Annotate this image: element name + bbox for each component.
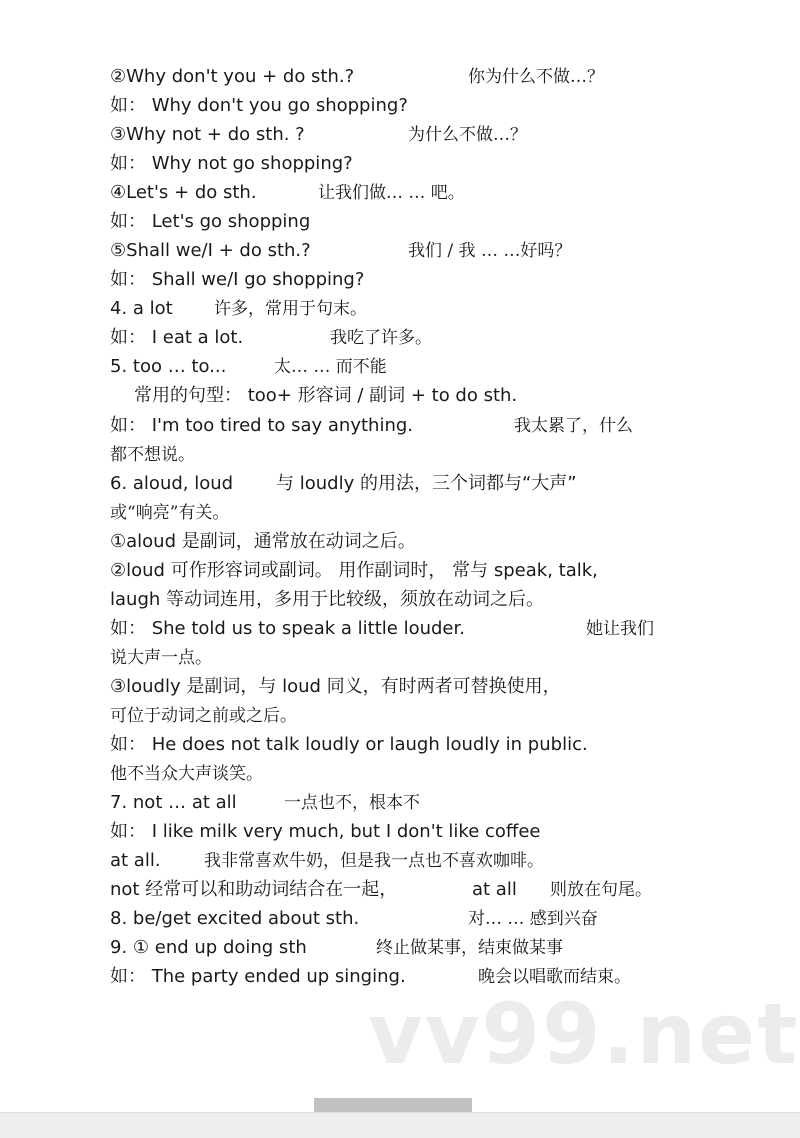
line-31-en: 9. ① end up doing sth xyxy=(110,937,307,958)
line-9-cn: 许多，常用于句末。 xyxy=(214,299,367,319)
line-5-cn: 让我们做… … 吧。 xyxy=(318,183,465,203)
line-30-cn: 对… … 感到兴奋 xyxy=(468,909,598,929)
line-20-en: 如： She told us to speak a little louder. xyxy=(110,618,465,639)
line-30-en: 8. be/get excited about sth. xyxy=(110,908,360,929)
line-3-cn: 为什么不做…？ xyxy=(408,125,527,145)
line-5-en: ④Let's + do sth. xyxy=(110,182,257,203)
line-31-cn: 终止做某事，结束做某事 xyxy=(376,938,563,958)
line-13-cn: 我太累了，什么 xyxy=(514,416,633,436)
line-25-cn: 他不当众大声谈笑。 xyxy=(110,764,263,784)
line-15-en: 6. aloud, loud xyxy=(110,473,234,494)
line-2-en: 如： Why don't you go shopping? xyxy=(110,95,408,116)
line-29-b: at all xyxy=(472,879,517,900)
line-24-en: 如： He does not talk loudly or laugh loudly in public. xyxy=(110,734,588,755)
line-32-en: 如： The party ended up singing. xyxy=(110,966,406,987)
line-11-cn: 太… … 而不能 xyxy=(274,357,387,377)
horizontal-scrollbar-thumb[interactable] xyxy=(314,1098,472,1112)
line-6-en: 如： Let's go shopping xyxy=(110,211,311,232)
line-19-text: laugh 等动词连用，多用于比较级，须放在动词之后。 xyxy=(110,589,544,610)
line-23-cn: 可位于动词之前或之后。 xyxy=(110,706,297,726)
line-29-c: 则放在句尾。 xyxy=(550,880,652,900)
line-10-en: 如： I eat a lot. xyxy=(110,327,244,348)
line-11-en: 5. too … to... xyxy=(110,356,227,377)
line-12-text: 常用的句型： too+ 形容词 / 副词 + to do sth. xyxy=(134,385,518,406)
line-16-cn: 或“响亮”有关。 xyxy=(110,503,230,523)
line-29-a: not 经常可以和助动词结合在一起， xyxy=(110,879,398,900)
line-28-en: at all. xyxy=(110,850,161,871)
watermark-logo: vv99.net xyxy=(368,985,800,1083)
line-20-cn: 她让我们 xyxy=(586,619,654,639)
line-21-cn: 说大声一点。 xyxy=(110,648,212,668)
line-22-text: ③loudly 是副词，与 loud 同义，有时两者可替换使用， xyxy=(110,676,561,697)
line-26-en: 7. not … at all xyxy=(110,792,237,813)
line-9-en: 4. a lot xyxy=(110,298,173,319)
line-27-en: 如： I like milk very much, but I don't like coffee xyxy=(110,821,541,842)
line-8-en: 如： Shall we/I go shopping? xyxy=(110,269,365,290)
line-10-cn: 我吃了许多。 xyxy=(330,328,432,348)
line-7-en: ⑤Shall we/I + do sth.? xyxy=(110,240,311,261)
line-3-en: ③Why not + do sth. ? xyxy=(110,124,305,145)
bottom-scrollbar-track[interactable] xyxy=(0,1112,800,1138)
line-17-text: ①aloud 是副词，通常放在动词之后。 xyxy=(110,531,416,552)
line-13-en: 如： I'm too tired to say anything. xyxy=(110,415,414,436)
line-28-cn: 我非常喜欢牛奶，但是我一点也不喜欢咖啡。 xyxy=(204,851,544,871)
line-26-cn: 一点也不，根本不 xyxy=(284,793,420,813)
line-15-cn: 与 loudly 的用法，三个词都与“大声” xyxy=(276,473,577,494)
line-7-cn: 我们 / 我 … …好吗？ xyxy=(408,241,572,261)
line-32-cn: 晚会以唱歌而结束。 xyxy=(478,967,631,987)
line-1-en: ②Why don't you + do sth.? xyxy=(110,66,355,87)
line-1-cn: 你为什么不做…？ xyxy=(468,67,604,87)
line-14-cn: 都不想说。 xyxy=(110,445,195,465)
line-4-en: 如： Why not go shopping? xyxy=(110,153,353,174)
line-18-text: ②loud 可作形容词或副词。 用作副词时， 常与 speak, talk, xyxy=(110,560,598,581)
